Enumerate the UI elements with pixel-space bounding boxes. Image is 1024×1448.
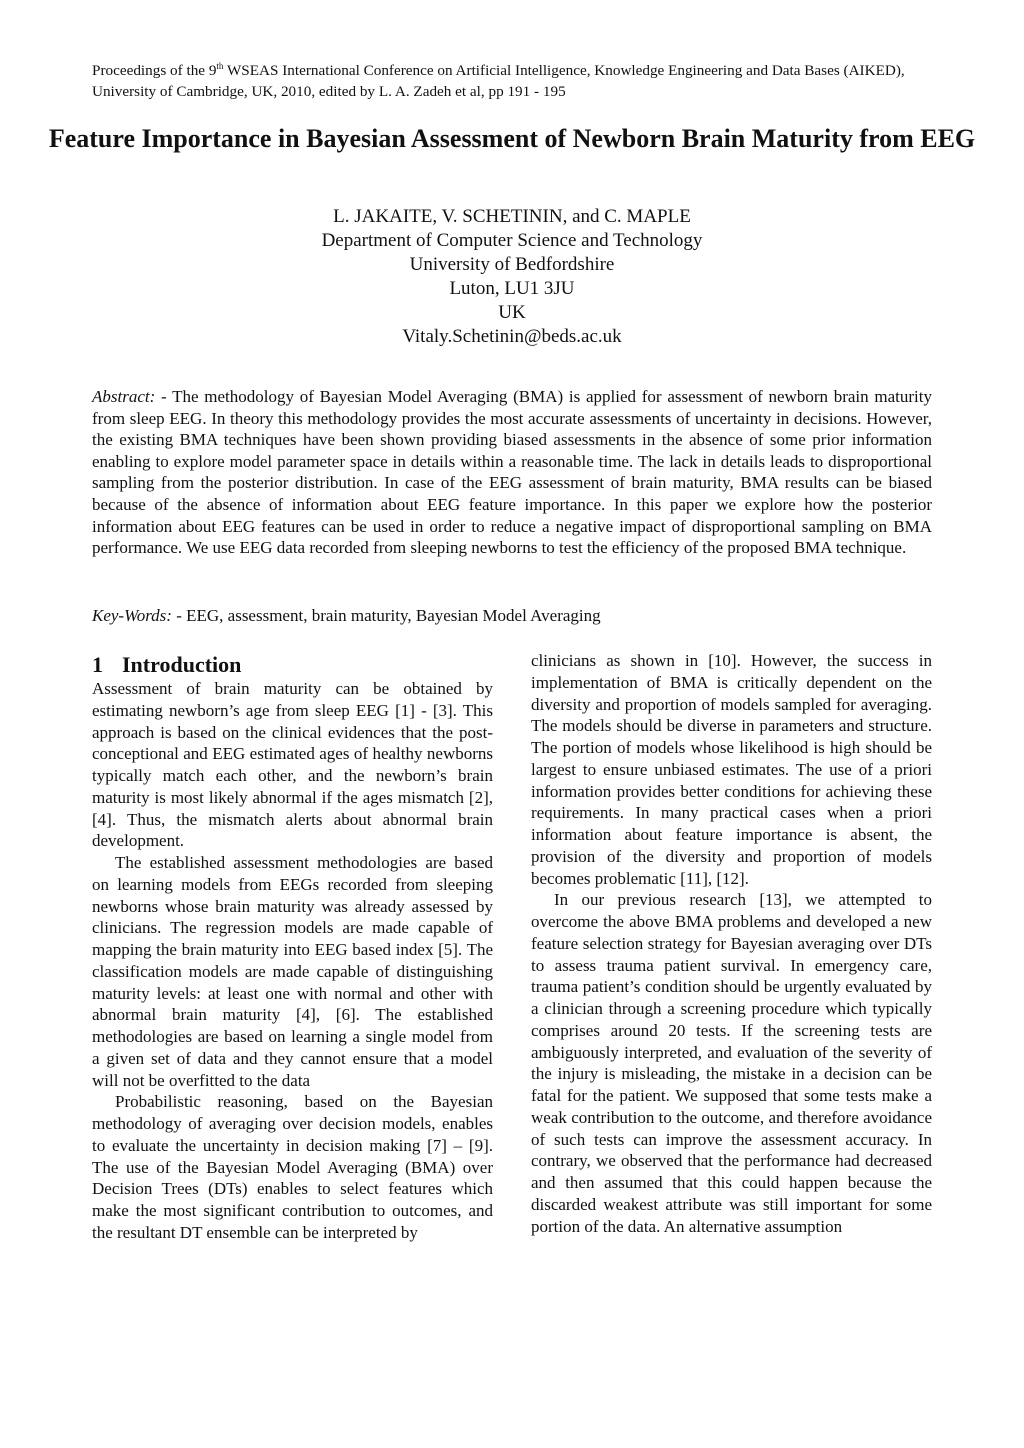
paragraph: The established assessment methodologies are based on learning models from EEGs recorded from sleeping newborns whose brain maturity was already assessed by clinicians. The regression models are made capable of mapping the brain maturity into EEG based index [5]. The classification models are made capable of distinguishing maturity levels: at least one with normal and other with abnormal brain maturity [4], [6]. The established methodologies are based on learning a single model from a given set of data and they cannot ensure that a model will not be overfitted to the data [92,853,493,1090]
section-title: Introduction [122,652,242,677]
keywords-label: Key-Words: [92,606,172,625]
abstract-label: Abstract: [92,387,156,406]
author-block [0,205,1024,349]
author-university: University of Bedfordshire [409,254,615,275]
paragraph: clinicians as shown in [10]. However, the success in implementation of BMA is critically dependent on the diversity and proportion of models sampled for averaging. The models should be diverse in parameters and structure. The portion of models whose likelihood is high should be largest to ensure unbiased estimates. The use of a priori information provides better conditions for achieving these requirements. In many practical cases when a priori information about feature importance is absent, the provision of the diversity and proportion of models becomes problematic [11], [12]. [531,651,932,888]
author-department: Department of Computer Science and Technology [321,230,703,251]
left-column [92,650,493,1244]
proceedings-superscript: th [216,61,224,71]
author-names: L. JAKAITE, V. SCHETININ, and C. MAPLE [333,206,691,227]
right-column [531,650,932,1237]
proceedings-prefix: Proceedings of the 9 [92,62,217,79]
author-email: Vitaly.Schetinin@beds.ac.uk [402,326,622,347]
paragraph: Probabilistic reasoning, based on the Bayesian methodology of averaging over decision models, enables to evaluate the uncertainty in decision making [7] – [9]. The use of the Bayesian Model Averaging (BMA) over Decision Trees (DTs) enables to select features which make the most significant contribution to outcomes, and the resultant DT ensemble can be interpreted by [92,1092,493,1242]
proceedings-header [92,60,952,102]
section-number: 1 [92,652,103,677]
keywords [92,605,932,627]
section-heading [92,650,493,680]
author-city: Luton, LU1 3JU [449,278,575,299]
proceedings-rest: WSEAS International Conference on Artificial Intelligence, Knowledge Engineering and Data Bases (AIKED), University of Cambridge, UK, 2010, edited by L. A. Zadeh et al, pp 191 - 195 [92,62,905,100]
abstract [92,386,932,559]
author-country: UK [498,302,526,323]
paragraph: In our previous research [13], we attempted to overcome the above BMA problems and developed a new feature selection strategy for Bayesian averaging over DTs to assess trauma patient survival. In emergency care, trauma patient’s condition should be urgently evaluated by a clinician through a screening procedure which typically comprises around 20 tests. If the screening tests are ambiguously interpreted, and evaluation of the severity of the injury is misleading, the mistake in a decision can be fatal for the patient. We supposed that some tests make a weak contribution to the outcome, and therefore avoidance of such tests can improve the assessment accuracy. In contrary, we observed that the performance had decreased and then assumed that this could happen because the discarded weakest attribute was still important for some portion of the data. An alternative assumption [531,890,932,1236]
keywords-text: - EEG, assessment, brain maturity, Bayesian Model Averaging [171,606,601,625]
paragraph: Assessment of brain maturity can be obtained by estimating newborn’s age from sleep EEG [1] - [3]. This approach is based on the clinical evidences that the post-conceptional and EEG estimated ages of healthy newborns typically match each other, and the newborn’s brain maturity is most likely abnormal if the ages mismatch [2], [4]. Thus, the mismatch alerts about abnormal brain development. [92,679,493,851]
paper-title: Feature Importance in Bayesian Assessment of Newborn Brain Maturity from EEG [48,124,976,153]
abstract-text: - The methodology of Bayesian Model Averaging (BMA) is applied for assessment of newborn brain maturity from sleep EEG. In theory this methodology provides the most accurate assessments of uncertainty in decisions. However, the existing BMA techniques have been shown providing biased assessments in the absence of some prior information enabling to explore model parameter space in details within a reasonable time. The lack in details leads to disproportional sampling from the posterior distribution. In case of the EEG assessment of brain maturity, BMA results can be biased because of the absence of information about EEG feature importance. In this paper we explore how the posterior information about EEG features can be used in order to reduce a negative impact of disproportional sampling on BMA performance. We use EEG data recorded from sleeping newborns to test the efficiency of the proposed BMA technique. [92,387,932,558]
